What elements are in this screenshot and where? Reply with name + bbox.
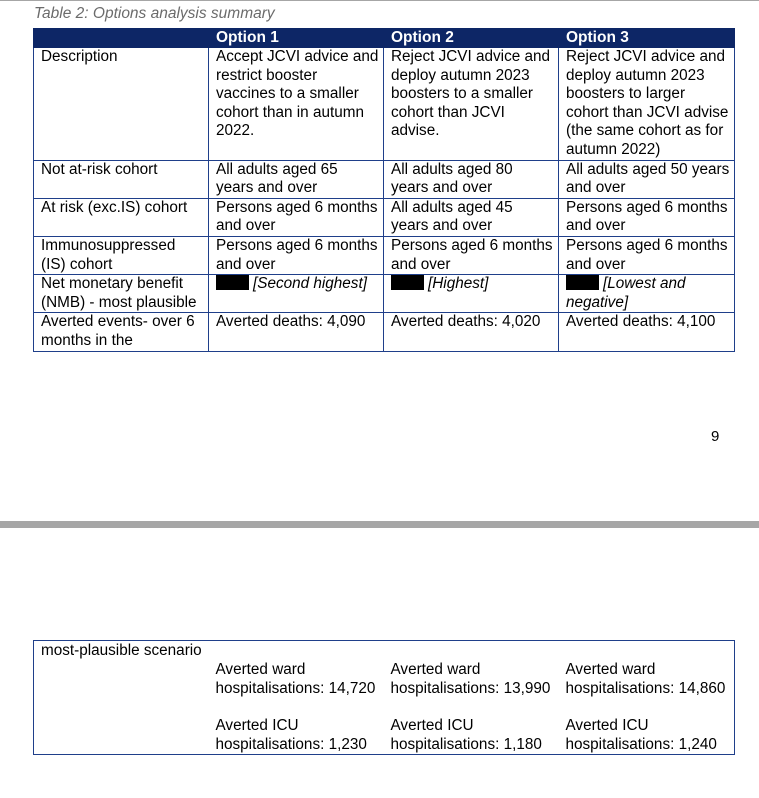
table-cell: Persons aged 6 months and over bbox=[559, 236, 735, 274]
averted-ward: Averted ward hospitalisations: 14,720 bbox=[215, 661, 376, 697]
table-cell bbox=[559, 275, 735, 313]
table-cell: Averted deaths: 4,090 bbox=[209, 313, 384, 351]
page-number: 9 bbox=[711, 428, 720, 445]
table-cell: All adults aged 45 years and over bbox=[384, 198, 559, 236]
table-cell: Persons aged 6 months and over bbox=[559, 198, 735, 236]
header-blank bbox=[34, 29, 209, 48]
averted-icu: Averted ICU hospitalisations: 1,230 bbox=[215, 717, 367, 753]
options-table bbox=[33, 28, 735, 352]
table-cell: Persons aged 6 months and over bbox=[209, 236, 384, 274]
table-cell bbox=[384, 641, 559, 755]
table-cell: Accept JCVI advice and restrict booster vaccines to a smaller cohort than in autumn 2022. bbox=[209, 48, 384, 161]
page-separator bbox=[0, 521, 759, 528]
redaction-bar bbox=[216, 275, 249, 290]
header-option-3: Option 3 bbox=[559, 29, 735, 48]
table-cell: Averted deaths: 4,020 bbox=[384, 313, 559, 351]
table-cell bbox=[209, 641, 384, 755]
table-cell: All adults aged 65 years and over bbox=[209, 160, 384, 198]
row-label: At risk (exc.IS) cohort bbox=[34, 198, 209, 236]
redaction-bar bbox=[566, 275, 599, 290]
header-option-2: Option 2 bbox=[384, 29, 559, 48]
table-row-nmb bbox=[34, 275, 735, 313]
row-label: most-plausible scenario bbox=[41, 642, 202, 659]
table-row-averted-events bbox=[34, 313, 735, 351]
table-caption: Table 2: Options analysis summary bbox=[34, 5, 275, 22]
table-cell: Persons aged 6 months and over bbox=[209, 198, 384, 236]
table-row-immunosuppressed bbox=[34, 236, 735, 274]
table-cell: Averted deaths: 4,100 bbox=[559, 313, 735, 351]
table-header-row bbox=[34, 29, 735, 48]
table-cell bbox=[384, 275, 559, 313]
table-row-averted-events-continued bbox=[34, 641, 735, 755]
row-label: Net monetary benefit (NMB) - most plausible bbox=[34, 275, 209, 313]
averted-ward: Averted ward hospitalisations: 13,990 bbox=[390, 661, 551, 697]
averted-icu: Averted ICU hospitalisations: 1,180 bbox=[390, 717, 542, 753]
page-top-rule bbox=[0, 0, 759, 1]
table-cell bbox=[559, 641, 735, 755]
table-row-at-risk bbox=[34, 198, 735, 236]
options-table-continued bbox=[33, 640, 735, 755]
row-label: Not at-risk cohort bbox=[34, 160, 209, 198]
nmb-rank: [Second highest] bbox=[253, 275, 367, 293]
averted-icu: Averted ICU hospitalisations: 1,240 bbox=[565, 717, 717, 753]
header-option-1: Option 1 bbox=[209, 29, 384, 48]
table-cell: Reject JCVI advice and deploy autumn 2023 boosters to larger cohort than JCVI advise (the same cohort as for autumn 2022) bbox=[559, 48, 735, 161]
table-cell: Reject JCVI advice and deploy autumn 2023 boosters to a smaller cohort than JCVI advise. bbox=[384, 48, 559, 161]
nmb-rank: [Highest] bbox=[428, 275, 489, 293]
row-label: Immunosuppressed (IS) cohort bbox=[34, 236, 209, 274]
table-cell bbox=[209, 275, 384, 313]
redaction-bar bbox=[391, 275, 424, 290]
row-label: Averted events- over 6 months in the bbox=[34, 313, 209, 351]
nmb-rank: [Lowest and negative] bbox=[566, 275, 686, 311]
table-row-not-at-risk bbox=[34, 160, 735, 198]
row-label: Description bbox=[34, 48, 209, 161]
table-row-description bbox=[34, 48, 735, 161]
averted-ward: Averted ward hospitalisations: 14,860 bbox=[565, 661, 726, 697]
table-cell: Persons aged 6 months and over bbox=[384, 236, 559, 274]
table-cell: All adults aged 80 years and over bbox=[384, 160, 559, 198]
table-cell: All adults aged 50 years and over bbox=[559, 160, 735, 198]
